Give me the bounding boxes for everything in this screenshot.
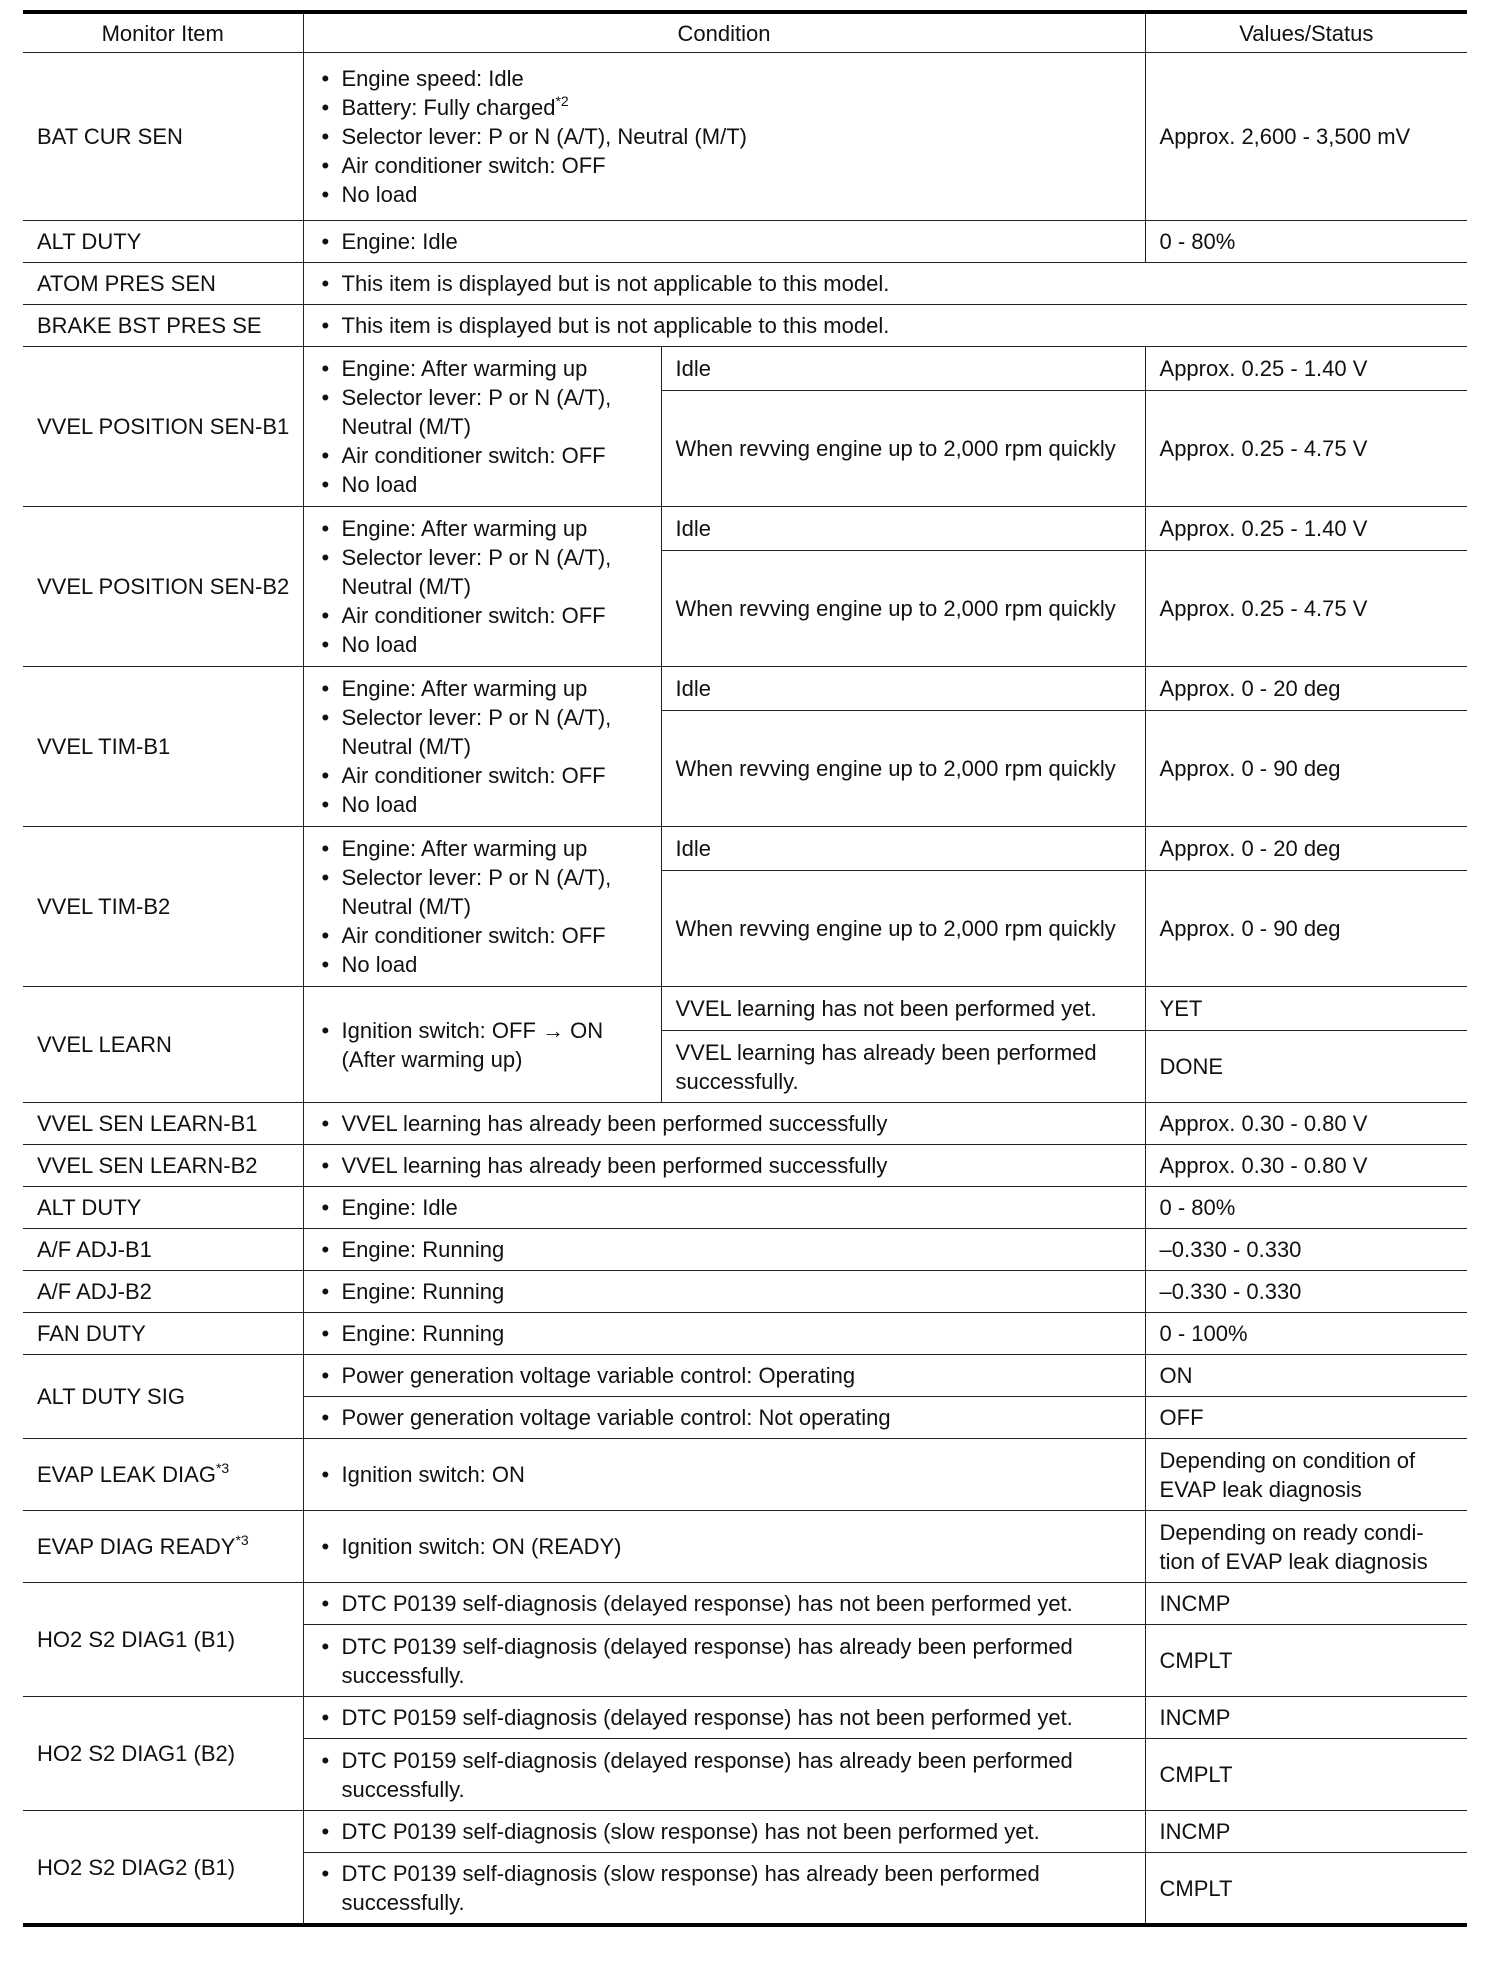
monitor-item-cell: ATOM PRES SEN (23, 263, 303, 305)
sub-condition-cell: Idle (661, 667, 1145, 711)
monitor-item-cell (23, 1511, 303, 1583)
condition-bullet: • DTC P0139 self-diagnosis (slow response) has not been performed yet. (318, 1817, 1137, 1846)
monitor-item-cell: VVEL SEN LEARN-B2 (23, 1145, 303, 1187)
condition-cell (303, 53, 1145, 221)
value-cell: INCMP (1145, 1583, 1467, 1625)
condition-cell (303, 1739, 1145, 1811)
table-row (23, 305, 1467, 347)
condition-bullet: • Engine: After warming up (318, 674, 653, 703)
condition-cell (303, 347, 661, 507)
value-cell: CMPLT (1145, 1625, 1467, 1697)
value-cell: Approx. 0.25 - 1.40 V (1145, 347, 1467, 391)
condition-bullet: • Air conditioner switch: OFF (318, 441, 653, 470)
condition-bullet: • Ignition switch: OFF → ON (After warming up) (318, 1016, 653, 1074)
condition-cell (303, 1397, 1145, 1439)
value-cell: DONE (1145, 1031, 1467, 1103)
condition-bullet: • DTC P0139 self-diagnosis (delayed response) has already been performed successfully. (318, 1632, 1137, 1690)
table-row (23, 1229, 1467, 1271)
table-row (23, 827, 1467, 871)
condition-cell (303, 1103, 1145, 1145)
value-cell: Approx. 0.25 - 4.75 V (1145, 391, 1467, 507)
value-cell: Approx. 0.25 - 4.75 V (1145, 551, 1467, 667)
table-row (23, 1271, 1467, 1313)
value-cell: Approx. 2,600 - 3,500 mV (1145, 53, 1467, 221)
condition-cell (303, 1439, 1145, 1511)
monitor-item-cell: ALT DUTY (23, 221, 303, 263)
table-row (23, 1103, 1467, 1145)
sub-condition-cell: When revving engine up to 2,000 rpm quickly (661, 391, 1145, 507)
condition-cell (303, 1811, 1145, 1853)
footnote-marker: *3 (235, 1532, 249, 1548)
sub-condition-cell: When revving engine up to 2,000 rpm quickly (661, 871, 1145, 987)
condition-cell (303, 305, 1467, 347)
condition-cell (303, 1187, 1145, 1229)
condition-bullet: • Air conditioner switch: OFF (318, 921, 653, 950)
condition-bullet: • DTC P0139 self-diagnosis (slow response) has already been performed successfully. (318, 1859, 1137, 1917)
condition-cell (303, 1583, 1145, 1625)
value-cell: 0 - 80% (1145, 1187, 1467, 1229)
condition-cell (303, 1853, 1145, 1926)
value-cell: Approx. 0.30 - 0.80 V (1145, 1145, 1467, 1187)
monitor-item-cell (23, 1439, 303, 1511)
monitor-item-cell: BAT CUR SEN (23, 53, 303, 221)
condition-bullet: • No load (318, 630, 653, 659)
condition-bullet: • Selector lever: P or N (A/T), Neutral (M/T) (318, 703, 653, 761)
sub-condition-cell: VVEL learning has not been performed yet. (661, 987, 1145, 1031)
condition-bullet: • DTC P0159 self-diagnosis (delayed response) has not been performed yet. (318, 1703, 1137, 1732)
table-row (23, 1697, 1467, 1739)
monitor-item-cell: VVEL TIM-B2 (23, 827, 303, 987)
condition-cell (303, 667, 661, 827)
condition-bullet: • Power generation voltage variable control: Not operating (318, 1403, 1137, 1432)
value-cell: OFF (1145, 1397, 1467, 1439)
header-monitor-item: Monitor Item (23, 12, 303, 53)
condition-bullet: • No load (318, 790, 653, 819)
value-cell: INCMP (1145, 1697, 1467, 1739)
condition-cell (303, 827, 661, 987)
monitor-item-cell: FAN DUTY (23, 1313, 303, 1355)
monitor-item-cell: HO2 S2 DIAG2 (B1) (23, 1811, 303, 1926)
condition-bullet: • Air conditioner switch: OFF (318, 761, 653, 790)
condition-bullet: • Engine: Idle (318, 227, 1137, 256)
value-cell: YET (1145, 987, 1467, 1031)
sub-condition-cell: When revving engine up to 2,000 rpm quickly (661, 551, 1145, 667)
value-cell: CMPLT (1145, 1853, 1467, 1926)
condition-cell (303, 507, 661, 667)
value-cell: Approx. 0 - 90 deg (1145, 711, 1467, 827)
condition-bullet: • Engine: After warming up (318, 354, 653, 383)
table-row (23, 1439, 1467, 1511)
condition-bullet: • Selector lever: P or N (A/T), Neutral (M/T) (318, 383, 653, 441)
value-cell: INCMP (1145, 1811, 1467, 1853)
sub-condition-cell: Idle (661, 827, 1145, 871)
value-cell: –0.330 - 0.330 (1145, 1271, 1467, 1313)
condition-bullet: • No load (318, 470, 653, 499)
table-row (23, 347, 1467, 391)
header-row (23, 12, 1467, 53)
value-cell: Approx. 0 - 20 deg (1145, 667, 1467, 711)
monitor-item-cell: BRAKE BST PRES SE (23, 305, 303, 347)
monitor-item-cell: VVEL LEARN (23, 987, 303, 1103)
monitor-item-label: EVAP LEAK DIAG (37, 1462, 216, 1487)
condition-cell (303, 263, 1467, 305)
condition-bullet: • Engine: After warming up (318, 514, 653, 543)
condition-bullet: • Engine: Running (318, 1319, 1137, 1348)
table-row (23, 1355, 1467, 1397)
value-cell: 0 - 80% (1145, 221, 1467, 263)
condition-cell (303, 1229, 1145, 1271)
condition-bullet: • Engine: Running (318, 1277, 1137, 1306)
value-cell: 0 - 100% (1145, 1313, 1467, 1355)
condition-bullet: • Engine: Running (318, 1235, 1137, 1264)
condition-cell (303, 1313, 1145, 1355)
condition-bullet: • Selector lever: P or N (A/T), Neutral (M/T) (318, 863, 653, 921)
condition-bullet: • Ignition switch: ON (318, 1460, 1137, 1489)
monitor-item-cell: VVEL TIM-B1 (23, 667, 303, 827)
condition-bullet: • Engine speed: Idle (318, 64, 1137, 93)
table-row (23, 667, 1467, 711)
sub-condition-cell: VVEL learning has already been performed successfully. (661, 1031, 1145, 1103)
table-row (23, 221, 1467, 263)
table-row (23, 1313, 1467, 1355)
condition-bullet: • Selector lever: P or N (A/T), Neutral (M/T) (318, 122, 1137, 151)
table-row (23, 1811, 1467, 1853)
condition-bullet: • Selector lever: P or N (A/T), Neutral (M/T) (318, 543, 653, 601)
condition-cell (303, 1145, 1145, 1187)
value-cell: Approx. 0 - 20 deg (1145, 827, 1467, 871)
value-cell: Approx. 0.30 - 0.80 V (1145, 1103, 1467, 1145)
monitor-item-table (23, 10, 1467, 1927)
value-cell: –0.330 - 0.330 (1145, 1229, 1467, 1271)
condition-bullet: • Engine: After warming up (318, 834, 653, 863)
condition-bullet: • No load (318, 950, 653, 979)
condition-bullet: • Ignition switch: ON (READY) (318, 1532, 1137, 1561)
table-row (23, 507, 1467, 551)
footnote-marker: *3 (215, 1460, 230, 1476)
table-row (23, 1511, 1467, 1583)
condition-bullet: • Air conditioner switch: OFF (318, 601, 653, 630)
value-cell: Approx. 0.25 - 1.40 V (1145, 507, 1467, 551)
condition-cell (303, 1355, 1145, 1397)
condition-bullet: • No load (318, 180, 1137, 209)
condition-bullet: • DTC P0139 self-diagnosis (delayed response) has not been performed yet. (318, 1589, 1137, 1618)
table-row (23, 1187, 1467, 1229)
monitor-item-cell: HO2 S2 DIAG1 (B2) (23, 1697, 303, 1811)
condition-bullet: • DTC P0159 self-diagnosis (delayed response) has already been performed successfully. (318, 1746, 1137, 1804)
monitor-item-label: EVAP DIAG READY (37, 1534, 236, 1559)
value-cell: CMPLT (1145, 1739, 1467, 1811)
table-row (23, 1583, 1467, 1625)
condition-cell (303, 1271, 1145, 1313)
monitor-item-cell: VVEL SEN LEARN-B1 (23, 1103, 303, 1145)
sub-condition-cell: When revving engine up to 2,000 rpm quickly (661, 711, 1145, 827)
condition-bullet: • Engine: Idle (318, 1193, 1137, 1222)
header-condition: Condition (303, 12, 1145, 53)
table-row (23, 53, 1467, 221)
condition-cell (303, 1697, 1145, 1739)
condition-text: Battery: Fully charged (341, 95, 556, 120)
monitor-item-cell: A/F ADJ-B1 (23, 1229, 303, 1271)
table-row (23, 987, 1467, 1031)
condition-bullet: • This item is displayed but is not applicable to this model. (318, 269, 1460, 298)
monitor-item-cell: ALT DUTY (23, 1187, 303, 1229)
footnote-marker: *2 (555, 93, 569, 109)
value-cell: Depending on condition of EVAP leak diagnosis (1145, 1439, 1467, 1511)
condition-bullet: • Air conditioner switch: OFF (318, 151, 1137, 180)
condition-bullet: • VVEL learning has already been performed successfully (318, 1109, 1137, 1138)
value-cell: ON (1145, 1355, 1467, 1397)
monitor-item-cell: VVEL POSITION SEN-B2 (23, 507, 303, 667)
header-values-status: Values/Status (1145, 12, 1467, 53)
condition-bullet: • VVEL learning has already been performed successfully (318, 1151, 1137, 1180)
condition-cell (303, 1625, 1145, 1697)
table-row (23, 263, 1467, 305)
value-cell: Depending on ready condi-tion of EVAP leak diagnosis (1145, 1511, 1467, 1583)
condition-cell (303, 1511, 1145, 1583)
condition-bullet: • Power generation voltage variable control: Operating (318, 1361, 1137, 1390)
condition-cell (303, 221, 1145, 263)
monitor-item-cell: VVEL POSITION SEN-B1 (23, 347, 303, 507)
sub-condition-cell: Idle (661, 507, 1145, 551)
monitor-item-cell: ALT DUTY SIG (23, 1355, 303, 1439)
condition-bullet (318, 93, 1137, 122)
monitor-item-cell: HO2 S2 DIAG1 (B1) (23, 1583, 303, 1697)
value-cell: Approx. 0 - 90 deg (1145, 871, 1467, 987)
table-row (23, 1145, 1467, 1187)
condition-cell (303, 987, 661, 1103)
monitor-item-cell: A/F ADJ-B2 (23, 1271, 303, 1313)
condition-bullet: • This item is displayed but is not applicable to this model. (318, 311, 1460, 340)
sub-condition-cell: Idle (661, 347, 1145, 391)
